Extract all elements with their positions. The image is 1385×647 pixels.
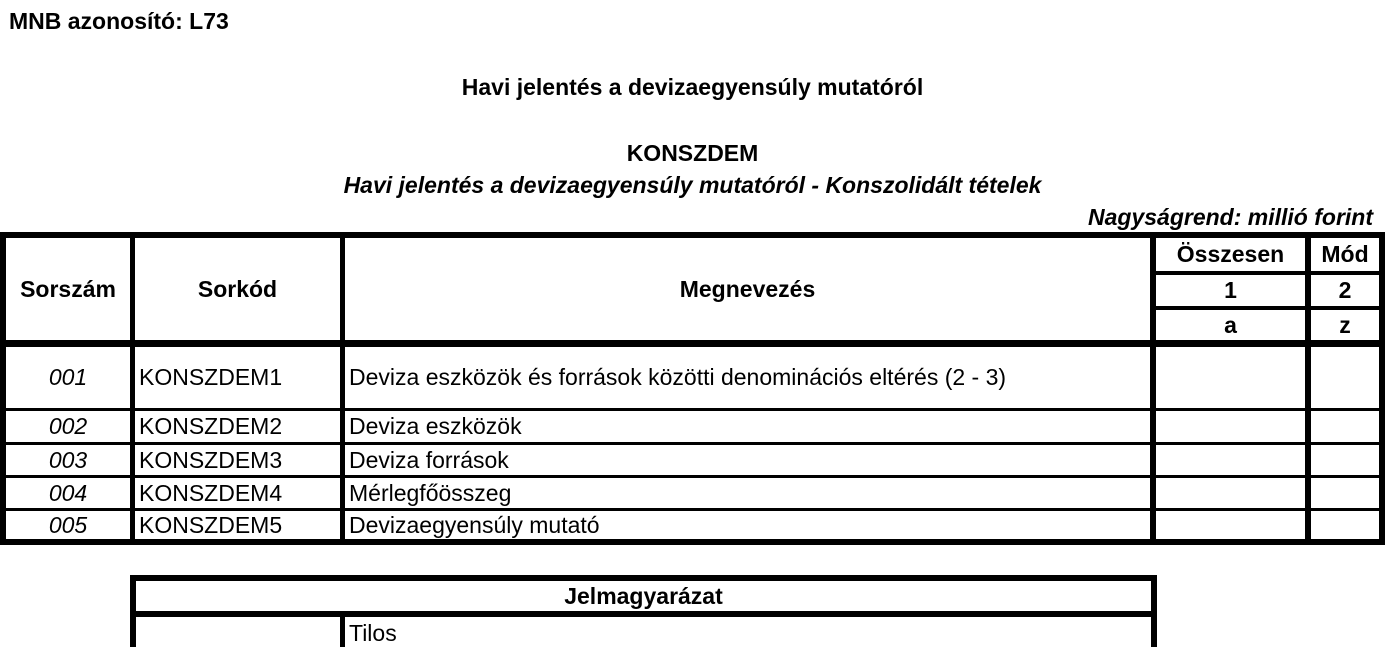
row-total-cell[interactable] [1156, 411, 1305, 442]
table-code: KONSZDEM [626, 140, 759, 166]
row-number: 005 [48, 511, 88, 538]
row-number: 001 [48, 364, 88, 390]
row-total-cell[interactable] [1156, 478, 1305, 508]
row-mode-cell[interactable] [1311, 445, 1379, 475]
header-col1-letter: a [1224, 311, 1237, 338]
row-name: Mérlegfőösszeg [349, 479, 512, 506]
legend-title: Jelmagyarázat [564, 582, 723, 609]
mnb-identifier: MNB azonosító: L73 [9, 8, 229, 34]
row-code: KONSZDEM4 [139, 479, 283, 506]
row-mode-cell[interactable] [1311, 347, 1379, 408]
header-osszesen: Összesen [1176, 241, 1285, 267]
header-megnevezes: Megnevezés [679, 275, 816, 302]
report-title: Havi jelentés a devizaegyensúly mutatóról [461, 74, 924, 100]
row-number: 002 [48, 413, 88, 439]
row-total-cell[interactable] [1156, 347, 1305, 408]
header-col1-number: 1 [1224, 277, 1237, 303]
row-total-cell[interactable] [1156, 511, 1305, 539]
header-sorkod: Sorkód [197, 275, 278, 302]
row-code: KONSZDEM3 [139, 446, 283, 473]
row-name: Deviza források [349, 446, 509, 473]
row-name: Deviza eszközök [349, 413, 522, 439]
row-number: 004 [48, 479, 88, 506]
header-col2-number: 2 [1338, 277, 1352, 303]
row-name: Deviza eszközök és források közötti denominációs eltérés (2 - 3) [349, 364, 1007, 390]
row-code: KONSZDEM1 [139, 364, 283, 390]
row-mode-cell[interactable] [1311, 478, 1379, 508]
header-mod: Mód [1321, 241, 1369, 267]
row-code: KONSZDEM2 [139, 413, 283, 439]
row-code: KONSZDEM5 [139, 511, 283, 538]
header-sorszam: Sorszám [20, 275, 116, 302]
row-total-cell[interactable] [1156, 445, 1305, 475]
row-name: Devizaegyensúly mutató [349, 511, 600, 538]
header-col2-letter: z [1339, 311, 1351, 338]
magnitude-note: Nagyságrend: millió forint [1088, 204, 1373, 230]
table-subtitle: Havi jelentés a devizaegyensúly mutatóról - Konszolidált tételek [343, 172, 1042, 198]
row-mode-cell[interactable] [1311, 411, 1379, 442]
row-mode-cell[interactable] [1311, 511, 1379, 539]
row-number: 003 [48, 446, 88, 473]
legend-item-label: Tilos [349, 619, 397, 646]
